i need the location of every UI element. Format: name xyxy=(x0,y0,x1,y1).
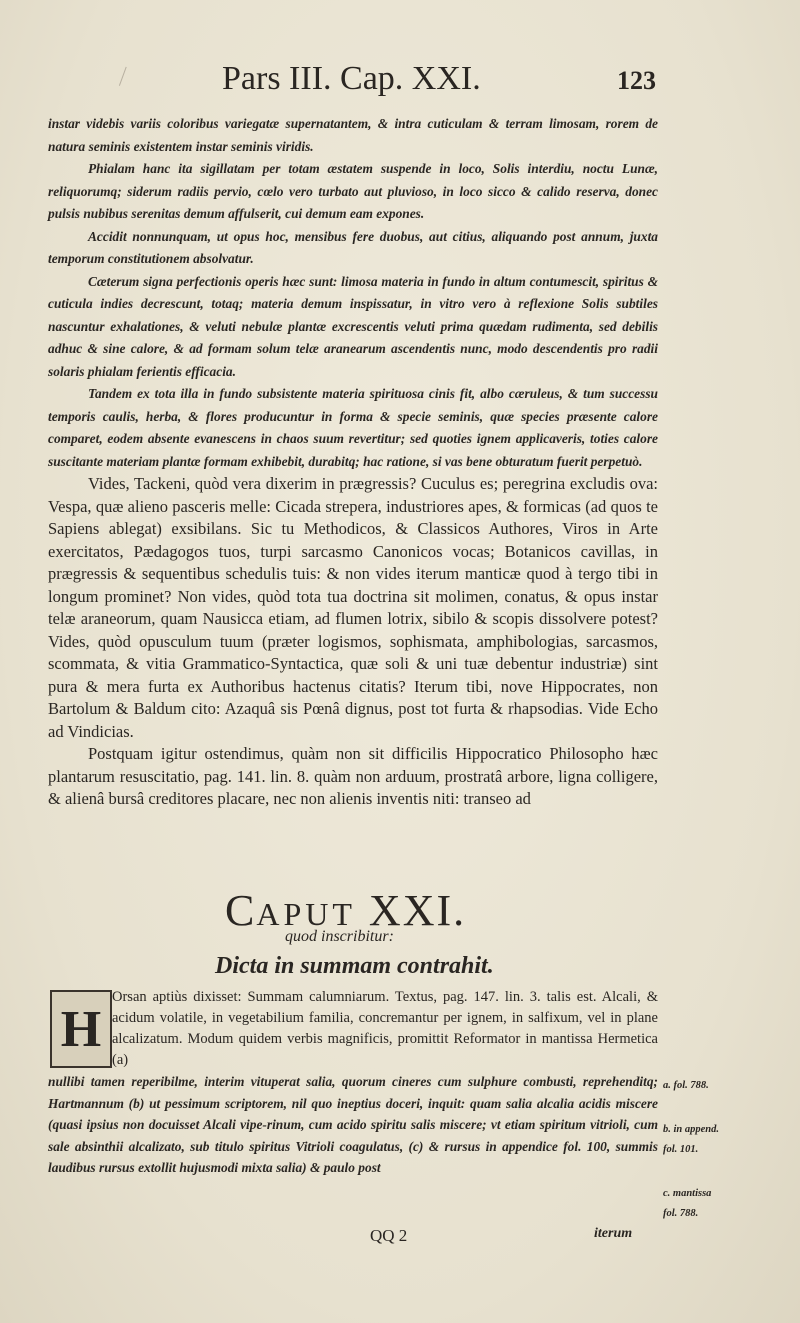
italic-paragraph-4: Cæterum signa perfectionis operis hæc sunt: limosa materia in fundo in altum contumescit, spiritus & cuticula indies decrescunt, totaq; materia demum inspissatur, in vitro vero à reflexione Solis subtiles nascuntur exhalationes, & veluti nebulæ plantæ excrescentis veluti prima quædam rudimenta, sed debilis adhuc & sine calore, & ad formam solum telæ aranearum ascendentis nunc, modo descendentis pro radii solaris phialam ferientis efficacia. xyxy=(48,273,658,379)
italic-paragraph-3: Accidit nonnunquam, ut opus hoc, mensibus fere duobus, aut citius, aliquando post annum, juxta temporum constitutionem absolvatur. xyxy=(48,228,658,266)
marginal-note-b: b. in append. xyxy=(663,1124,720,1135)
ornamental-drop-initial: H xyxy=(50,990,112,1068)
main-text xyxy=(48,113,658,811)
page-header xyxy=(0,60,800,100)
italic-paragraph-5: Tandem ex tota illa in fundo subsistente materia spirituosa cinis fit, albo cæruleus, & tum successu temporis caulis, herba, & flores producuntur in forma & specie seminis, quæ species præsente calore comparet, eodem absente evanescens in chaos suum revertitur; sed quoties ignem applicaveris, toties calore suscitante materiam plantæ formam exhibebit, durabitq; hac ratione, si vas bene obturatum fuerit perpetuò. xyxy=(48,386,658,469)
catchword: iterum xyxy=(594,1226,633,1241)
chapter-initial: C xyxy=(225,886,257,935)
signature-mark: QQ 2 xyxy=(370,1226,408,1245)
chapter-motto: Dicta in summam contrahit. xyxy=(215,953,494,979)
chapter-word: APUT xyxy=(256,896,356,932)
final-paragraph-start xyxy=(112,987,658,1071)
marginal-note-c-fol: fol. 788. xyxy=(663,1208,699,1219)
page-number: 123 xyxy=(617,66,656,95)
final-paragraph-rest: nullibi tamen reperibilme, interim vituperat salia, quorum cineres cum sulphure combusti, reprehenditq; Hartmannum (b) ut pessimum scriptorem, nil quo ineptius doceri, inquit: quam salia alcalia acidis miscere (quasi ipsius non docuisset Alcali vipe-rinum, cum acido spiritu salis miscere; vt etiam spiritum vitrioli, cum sale absinthii alcalizato, sub titulo spiritus Vitrioli coagulatus, (c) & rursus in appendice fol. 100, summis laudibus rursus extollit hujusmodi mixta salia) & paulo post xyxy=(48,1074,658,1175)
running-head: Pars III. Cap. XXI. xyxy=(222,60,481,97)
italic-paragraph-2: Phialam hanc ita sigillatam per totam æstatem suspende in loco, Solis interdiu, noctu Lunæ, reliquorumq; siderum radiis pervio, cœlo vero turbato aut pluvioso, in loco sicco & calido reserva, donec pulsis nubibus serenitas demum affulserit, cui demum eam expones. xyxy=(48,161,658,221)
chapter-number: XXI. xyxy=(368,886,467,935)
roman-paragraph-1: Vides, Tackeni, quòd vera dixerim in prægressis? Cuculus es; peregrina excludis ova: Vespa, quæ alieno pasceris melle: Cicada strepera, industriores apes, & formicas (ad quos te Sapiens ablegat) exsibilans. Sic tu Methodicos, & Classicos Authores, Viros in Arte exercitatos, Pædagogos tuos, turpi sarcasmo Canonicos vocas; Botanicos cavillas, in prægressis & sequentibus schedulis tuis: & non vides iterum manticæ quod à tergo tibi in longum prominet? Non vides, quòd tota tua doctrina sit molimen, conatus, & opus instar telæ araneorum, quam Nausicca etiam, ad flumen lotrix, sibilo & scopis dissolvere potest? Vides, quòd opusculum tuum (præter logismos, sophismata, amphibologias, sarcasmos, scommata, & vitia Grammatico-Syntactica, quæ soli & uni tuæ debentur industriæ) sint pura & mera furta ex Authoribus hactenus citatis? Iterum tibi, nove Hippocrates, non Bartolum & Baldum cito: Azaquâ sis Pœnâ dignus, post tot furta & rhapsodias. Vide Echo ad Vindicias. xyxy=(48,474,658,741)
roman-paragraph-2: Postquam igitur ostendimus, quàm non sit difficilis Hippocratico Philosopho hæc plantarum resuscitatio, pag. 141. lin. 8. quàm non arduum, prostratâ arbore, ligna colligere, & alienâ bursâ creditores placare, nec non alienis inventis niti: transeo ad xyxy=(48,744,658,808)
italic-paragraph-1: instar videbis variis coloribus variegatæ supernatantem, & intra cuticulam & terram limosam, rorem de natura seminis existentem instar seminis viridis. xyxy=(48,116,658,154)
marginal-note-b-fol: fol. 101. xyxy=(663,1144,699,1155)
marginal-note-a: a. fol. 788. xyxy=(663,1080,709,1091)
chapter-subtitle: quod inscribitur: xyxy=(285,928,394,945)
marginal-note-c: c. mantissa xyxy=(663,1188,712,1199)
final-paragraph-first-lines: Orsan aptiùs dixisset: Summam calumniarum. Textus, pag. 147. lin. 3. talis est. Alcali, & acidum volatile, in vegetabilium familia, concremantur per ignem, in salfixum, vel in plane alcalizatum. Modum quidem verbis magnificis, promittit Reformator in mantissa Hermetica (a) xyxy=(112,989,658,1068)
final-paragraph-continued xyxy=(48,1071,658,1179)
pencil-mark xyxy=(119,67,136,90)
